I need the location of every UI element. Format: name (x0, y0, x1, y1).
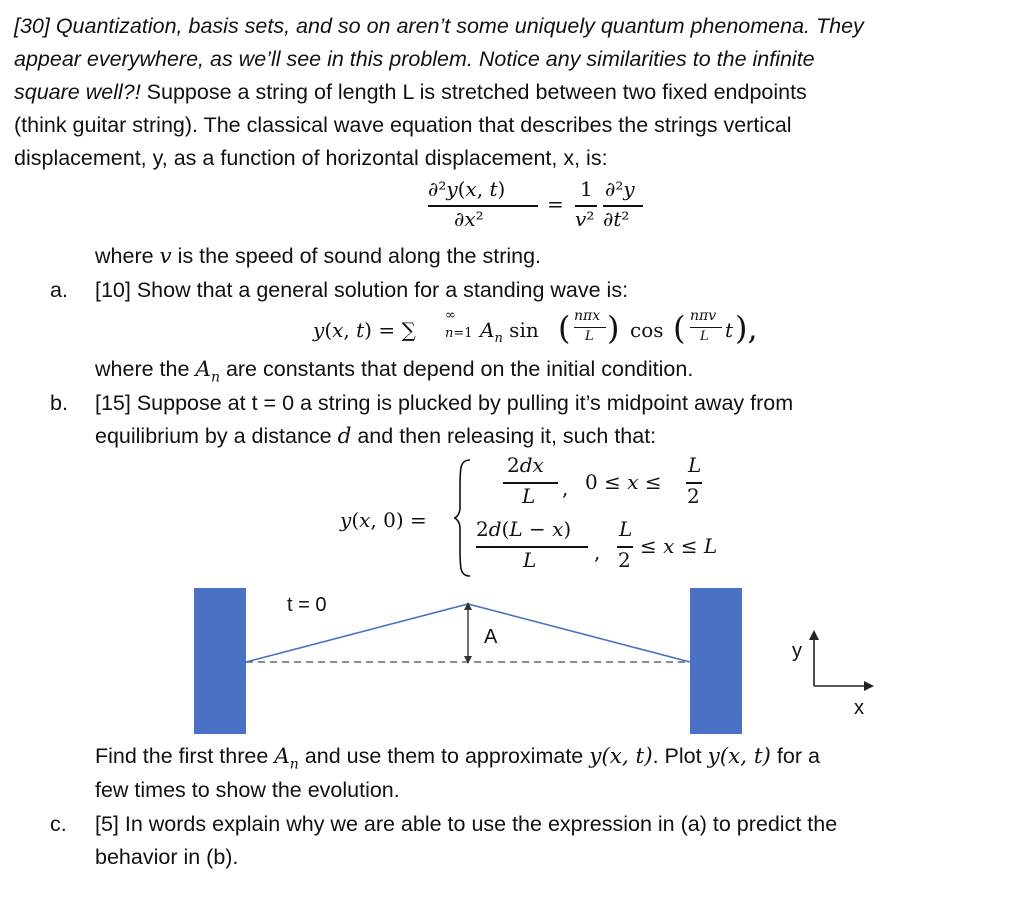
solution-terms: $A_n$ sin (480, 318, 539, 346)
part-b-find-line-2: few times to show the evolution. (95, 778, 400, 802)
part-b-line-2: equilibrium by a distance d and then releasing it, such that: (95, 424, 657, 449)
left-post (194, 588, 246, 734)
solution-lhs: y(x, t) = ∑ (313, 318, 416, 342)
intro-line-3 (14, 76, 807, 109)
intro-line-2: appear everywhere, as we’ll see in this problem. Notice any similarities to the infinite (14, 47, 815, 71)
intro-italic-end: square well?! (14, 80, 141, 104)
part-a-marker: a. (50, 278, 68, 302)
right-post (690, 588, 742, 734)
wave-eq-lhs-den: ∂x² (454, 207, 484, 231)
y-axis-label: y (792, 640, 802, 662)
intro-line-5: displacement, y, as a function of horizontal displacement, x, is: (14, 146, 608, 170)
part-c-line-1: [5] In words explain why we are able to use the expression in (a) to predict the (95, 812, 838, 836)
intro-line-1: [30] Quantization, basis sets, and so on aren’t some uniquely quantum phenomena. They (14, 14, 864, 38)
wave-eq-rhs-num: ∂²y (605, 177, 635, 201)
part-c-marker: c. (50, 812, 67, 836)
intro-line-4: (think guitar string). The classical wave equation that describes the strings vertical (14, 113, 792, 137)
ic-lhs: y(x, 0) = (340, 508, 427, 532)
part-c-line-2: behavior in (b). (95, 845, 239, 869)
part-a-text: [10] Show that a general solution for a standing wave is: (95, 278, 629, 302)
part-b-find-line-1: Find the first three $A_n$ and use them to approximate y(x, t). Plot y(x, t) for a (95, 744, 820, 773)
wave-eq-lhs-num: ∂²y(x, t) (428, 177, 506, 201)
wave-eq-rhs-den: ∂t² (603, 207, 630, 231)
intro-suppose: Suppose a string of length L is stretched between two fixed endpoints (140, 80, 807, 104)
x-axis-label: x (854, 697, 864, 719)
string-diagram (0, 580, 1024, 740)
ic-brace (452, 458, 474, 578)
time-label: t = 0 (287, 594, 327, 616)
amplitude-label: A (484, 626, 498, 648)
y-axis-arrowhead (809, 630, 819, 640)
speed-sentence: where v is the speed of sound along the string. (95, 244, 542, 269)
part-b-line-1: [15] Suppose at t = 0 a string is plucked by pulling it’s midpoint away from (95, 391, 794, 415)
part-b-marker: b. (50, 391, 68, 415)
part-a-after: where the $A_n$ are constants that depend on the initial condition. (95, 357, 694, 386)
wave-eq-rhs-coef-num: 1 (580, 177, 593, 201)
x-axis-arrowhead (864, 681, 874, 691)
wave-eq-equals: = (547, 192, 564, 216)
wave-eq-rhs-coef-den: v² (575, 207, 595, 231)
